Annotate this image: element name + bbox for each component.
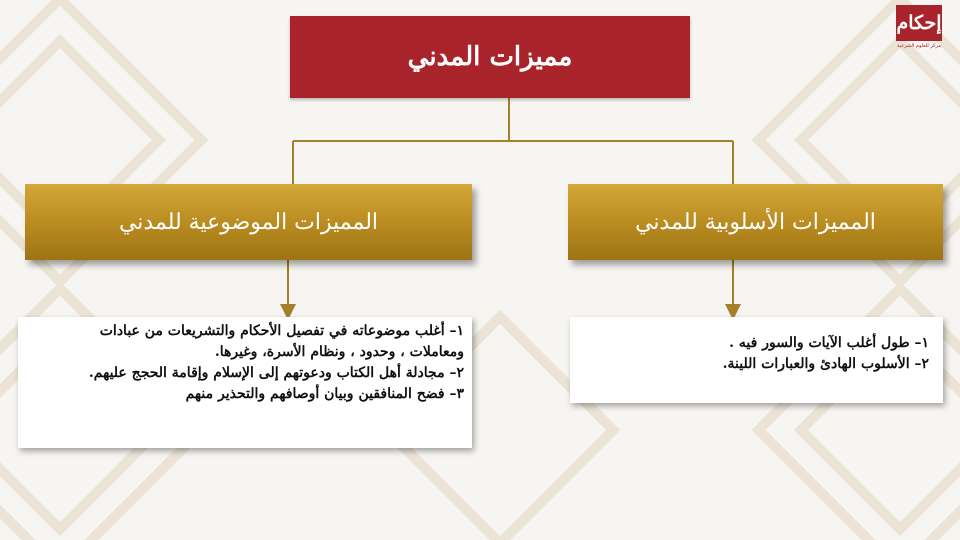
branch-stylistic-features (568, 184, 943, 260)
list-item: ٢– مجادلة أهل الكتاب ودعوتهم إلى الإسلام وإقامة الحجج عليهم. (88, 365, 464, 381)
list-item: ومعاملات ، وحدود ، ونظام الأسرة، وغيرها. (214, 344, 464, 360)
center-logo (896, 5, 942, 59)
logo-subtitle: مركز للعلوم الشرعية (897, 43, 941, 49)
branch-stylistic-label: المميزات الأسلوبية للمدني (635, 209, 876, 235)
logo-mark: إحكام (896, 5, 942, 41)
list-item: ١– طول أغلب الآيات والسور فيه . (729, 335, 929, 351)
list-item: ٢– الأسلوب الهادئ والعبارات اللينة. (722, 356, 929, 372)
objective-features-list (18, 317, 472, 448)
branch-objective-features (25, 184, 472, 260)
stylistic-features-list (570, 317, 943, 403)
main-title: مميزات المدني (407, 42, 573, 72)
branch-objective-label: المميزات الموضوعية للمدني (118, 209, 379, 235)
list-item: ١– أغلب موضوعاته في تفصيل الأحكام والتشريعات من عبادات (99, 323, 464, 339)
list-item: ٣– فضح المنافقين وبيان أوصافهم والتحذير منهم (185, 386, 464, 402)
main-title-box (290, 16, 690, 98)
